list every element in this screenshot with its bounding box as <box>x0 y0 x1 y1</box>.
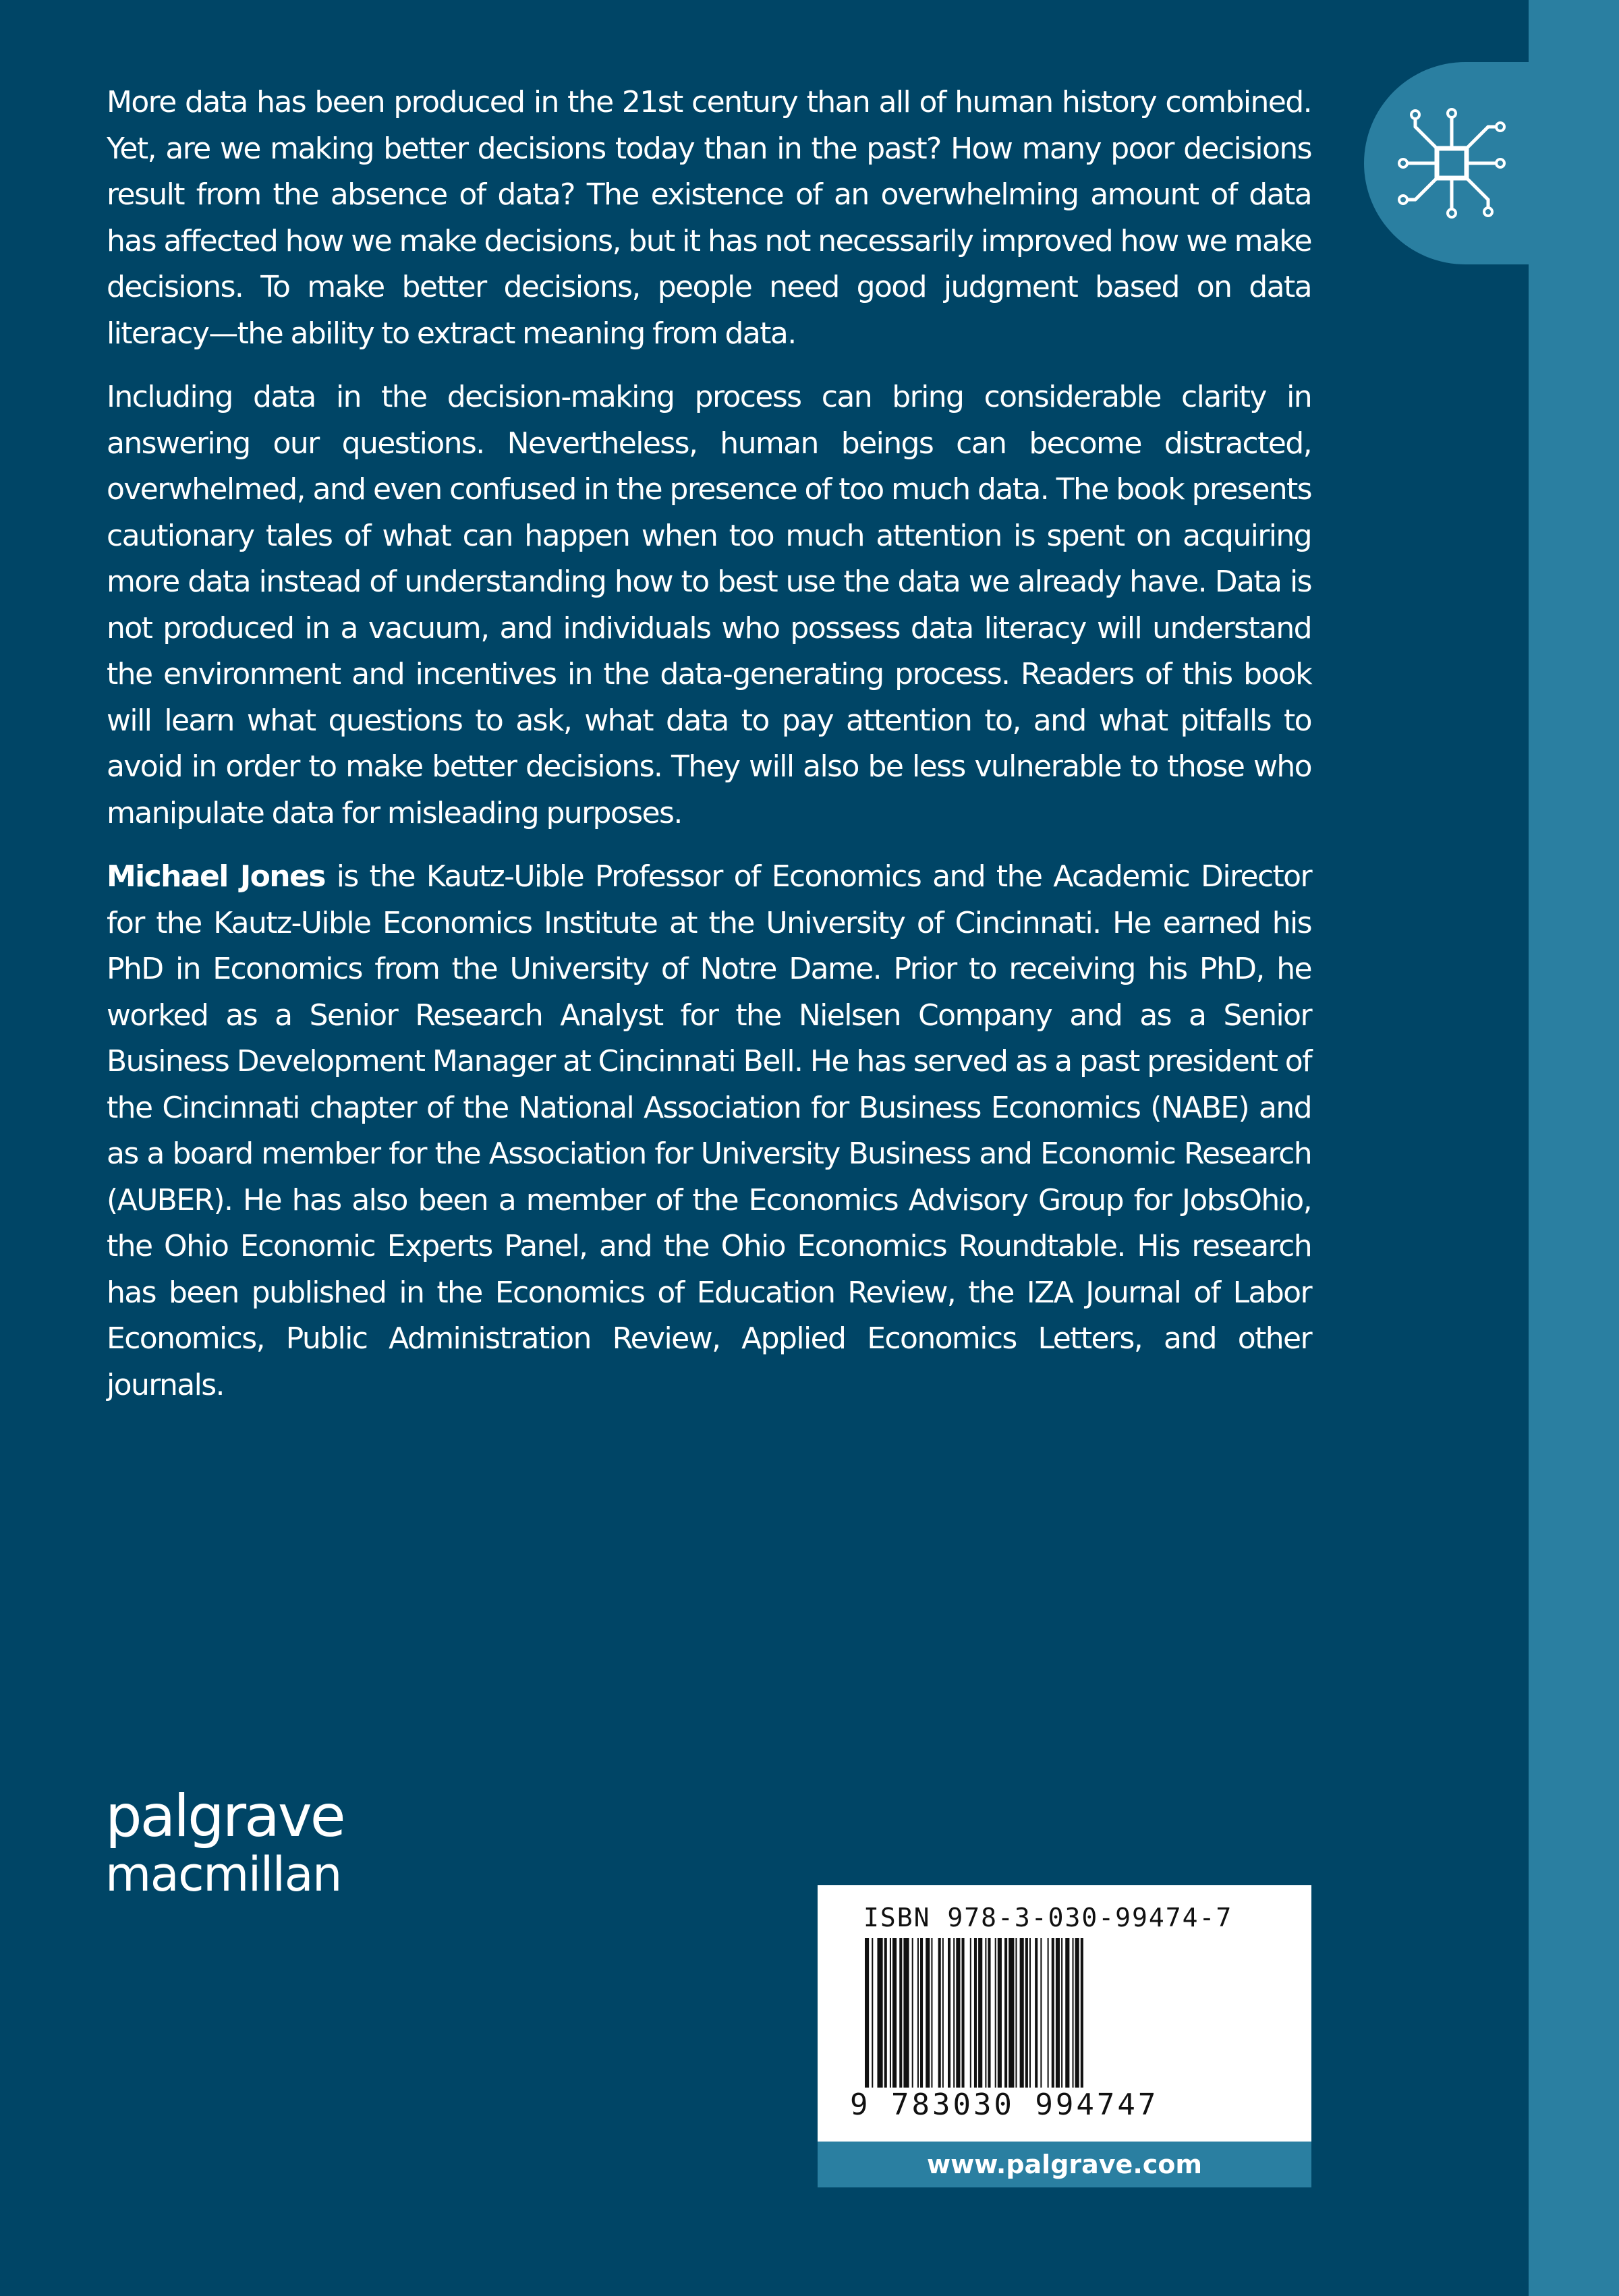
barcode-bar <box>1075 1938 1079 2088</box>
barcode-bar <box>995 1938 996 2088</box>
barcode-bar <box>978 1938 982 2088</box>
barcode-bar <box>899 1938 902 2088</box>
back-cover-text <box>107 80 1311 1426</box>
barcode-bar <box>953 1938 955 2088</box>
barcode-bar <box>1009 1938 1014 2088</box>
barcode-bar <box>917 1938 919 2088</box>
barcode-bar <box>962 1938 965 2088</box>
barcode-bar <box>956 1938 960 2088</box>
barcode-bar <box>942 1938 944 2088</box>
publisher-logo <box>105 1783 344 1902</box>
barcode-bar <box>926 1938 930 2088</box>
barcode-bar <box>872 1938 873 2088</box>
barcode-bar <box>1025 1938 1028 2088</box>
barcode-bar <box>1073 1938 1074 2088</box>
barcode-bar <box>988 1938 990 2088</box>
barcode-bar <box>938 1938 941 2088</box>
isbn-label: ISBN 978-3-030-99474-7 <box>863 1903 1233 1932</box>
isbn-barcode-panel <box>818 1885 1311 2142</box>
barcode-bar <box>931 1938 932 2088</box>
barcode-bar <box>1061 1938 1062 2088</box>
barcode-bar <box>1052 1938 1054 2088</box>
author-name: Michael Jones <box>107 859 325 894</box>
barcode-bar <box>1040 1938 1042 2088</box>
barcode-icon <box>865 1938 1270 2088</box>
barcode-bar <box>865 1938 869 2088</box>
publisher-name-line2: macmillan <box>105 1847 341 1902</box>
barcode-bar <box>998 1938 1002 2088</box>
isbn-digits: 9 783030 994747 <box>850 2088 1159 2122</box>
barcode-bar <box>892 1938 897 2088</box>
barcode-bar <box>903 1938 909 2088</box>
barcode-bar <box>1035 1938 1038 2088</box>
barcode-bar <box>1004 1938 1007 2088</box>
barcode-bar <box>970 1938 971 2088</box>
book-spine <box>1529 0 1619 2296</box>
barcode-bar <box>1029 1938 1031 2088</box>
blurb-paragraph-1: More data has been produced in the 21st century than all of human history combined. Yet, are we making better decisions today than in the past? How many poor decisions result from the absence of data? The existence of an overwhelming amount of data has affected how we make decisions, but it has not necessarily improved how we make decisions. To make better decisions, people need good judgment based on data literacy—the ability to extract meaning from data. <box>107 85 1311 351</box>
barcode-bar <box>1056 1938 1060 2088</box>
barcode-bar <box>974 1938 977 2088</box>
barcode-bar <box>1015 1938 1017 2088</box>
publisher-badge <box>1364 62 1539 264</box>
author-bio-text: is the Kautz-Uible Professor of Economics and the Academic Director for the Kautz-Uible Economics Institute at the University of Cincinnati. He earned his PhD in Economics from the University of Notre Dame. Prior to receiving his PhD, he worked as a Senior Research Analyst for the Nielsen Company and as a Senior Business Development Manager at Cincinnati Bell. He has served as a past president of the Cincinnati chapter of the National Association for Business Economics (NABE) and as a board member for the Association for University Business and Economic Research (AUBER). He has also been a member of the Economics Advisory Group for JobsOhio, the Ohio Economic Experts Panel, and the Ohio Economics Roundtable. His research has been published in the Economics of Education Review, the IZA Journal of Labor Economics, Public Administration Review, Applied Economics Letters, and other journals. <box>107 859 1311 1402</box>
barcode-bar <box>1081 1938 1083 2088</box>
barcode-bar <box>948 1938 950 2088</box>
author-bio <box>107 854 1311 1408</box>
barcode-bar <box>884 1938 887 2088</box>
barcode-bar <box>985 1938 986 2088</box>
barcode-bar <box>1048 1938 1049 2088</box>
blurb-paragraph-2: Including data in the decision-making process can bring considerable clarity in answering our questions. Nevertheless, human beings can become distracted, overwhelmed, and even confused in the presence of too much data. The book presents cautionary tales of what can happen when too much attention is spent on acquiring more data instead of understanding how to best use the data we already have. Data is not produced in a vacuum, and individuals who possess data literacy will understand the environment and incentives in the data-generating process. Readers of this book will learn what questions to ask, what data to pay attention to, and what pitfalls to avoid in order to make better decisions. They will also be less vulnerable to those who manipulate data for misleading purposes. <box>107 380 1311 830</box>
barcode-bar <box>890 1938 891 2088</box>
barcode-bar <box>1020 1938 1024 2088</box>
publisher-website: www.palgrave.com <box>818 2142 1311 2187</box>
barcode-bar <box>1065 1938 1069 2088</box>
publisher-name-line1: palgrave <box>105 1783 344 1850</box>
barcode-bar <box>877 1938 882 2088</box>
circuit-node-icon <box>1391 96 1512 231</box>
barcode-bar <box>912 1938 913 2088</box>
barcode-bar <box>920 1938 923 2088</box>
